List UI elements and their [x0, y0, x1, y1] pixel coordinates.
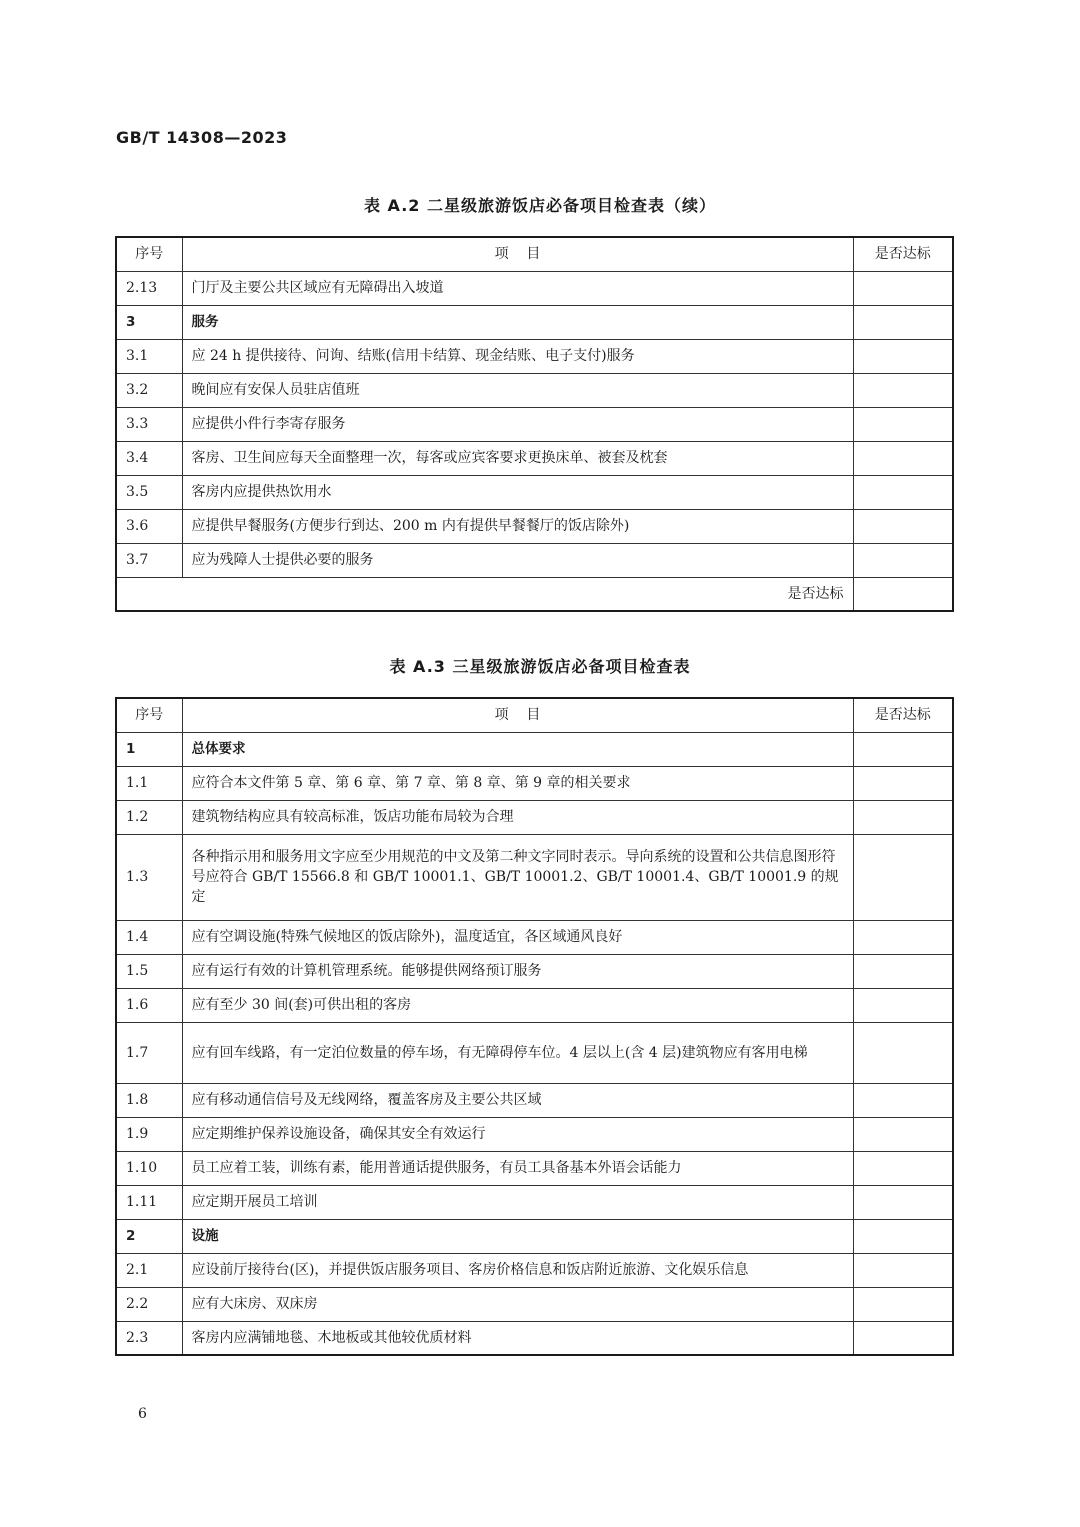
row-number: 2.3	[116, 1321, 182, 1355]
compliance-cell[interactable]	[853, 373, 953, 407]
item-text: 应符合本文件第 5 章、第 6 章、第 7 章、第 8 章、第 9 章的相关要求	[182, 766, 853, 800]
compliance-cell[interactable]	[853, 766, 953, 800]
compliance-cell[interactable]	[853, 1083, 953, 1117]
row-number: 1.11	[116, 1185, 182, 1219]
compliance-cell[interactable]	[853, 1219, 953, 1253]
summary-compliance-cell[interactable]	[853, 577, 953, 611]
row-number: 1.4	[116, 920, 182, 954]
compliance-cell[interactable]	[853, 1117, 953, 1151]
row-number: 2.13	[116, 271, 182, 305]
compliance-cell[interactable]	[853, 834, 953, 920]
item-text: 应有至少 30 间(套)可供出租的客房	[182, 988, 853, 1022]
column-header-no: 序号	[116, 698, 182, 732]
item-text: 客房、卫生间应每天全面整理一次，每客或应宾客要求更换床单、被套及枕套	[182, 441, 853, 475]
row-number: 3.4	[116, 441, 182, 475]
compliance-cell[interactable]	[853, 509, 953, 543]
row-number: 1.2	[116, 800, 182, 834]
table-row	[116, 1253, 953, 1287]
table-a2	[115, 236, 954, 612]
column-header-check: 是否达标	[853, 698, 953, 732]
summary-row	[116, 577, 953, 611]
table-row	[116, 441, 953, 475]
page-number: 6	[138, 1406, 147, 1422]
table-row	[116, 920, 953, 954]
row-number: 1.6	[116, 988, 182, 1022]
table-row	[116, 1151, 953, 1185]
compliance-cell[interactable]	[853, 305, 953, 339]
section-row	[116, 1219, 953, 1253]
row-number: 3.6	[116, 509, 182, 543]
table-row	[116, 407, 953, 441]
row-number: 3.1	[116, 339, 182, 373]
row-number: 3.2	[116, 373, 182, 407]
table-row	[116, 1321, 953, 1355]
row-number: 1.10	[116, 1151, 182, 1185]
row-number: 3.3	[116, 407, 182, 441]
compliance-cell[interactable]	[853, 1321, 953, 1355]
item-text: 应提供小件行李寄存服务	[182, 407, 853, 441]
item-text: 应 24 h 提供接待、问询、结账(信用卡结算、现金结账、电子支付)服务	[182, 339, 853, 373]
compliance-cell[interactable]	[853, 441, 953, 475]
item-text: 客房内应提供热饮用水	[182, 475, 853, 509]
table-a2-title: 表 A.2 二星级旅游饭店必备项目检查表（续）	[363, 196, 717, 215]
item-text: 应有大床房、双床房	[182, 1287, 853, 1321]
table-row	[116, 800, 953, 834]
row-number: 2	[116, 1219, 182, 1253]
table-row	[116, 1287, 953, 1321]
item-text: 应有运行有效的计算机管理系统。能够提供网络预订服务	[182, 954, 853, 988]
compliance-cell[interactable]	[853, 1185, 953, 1219]
item-text: 应为残障人士提供必要的服务	[182, 543, 853, 577]
compliance-cell[interactable]	[853, 339, 953, 373]
item-text: 应有移动通信信号及无线网络，覆盖客房及主要公共区域	[182, 1083, 853, 1117]
table-row	[116, 373, 953, 407]
item-text: 建筑物结构应具有较高标准，饭店功能布局较为合理	[182, 800, 853, 834]
section-title: 总体要求	[182, 732, 853, 766]
column-header-item: 项 目	[182, 698, 853, 732]
table-row	[116, 766, 953, 800]
compliance-cell[interactable]	[853, 988, 953, 1022]
row-number: 1.8	[116, 1083, 182, 1117]
item-text: 应有空调设施(特殊气候地区的饭店除外)，温度适宜，各区域通风良好	[182, 920, 853, 954]
table-row	[116, 475, 953, 509]
item-text: 门厅及主要公共区域应有无障碍出入坡道	[182, 271, 853, 305]
section-title: 设施	[182, 1219, 853, 1253]
item-text: 应提供早餐服务(方便步行到达、200 m 内有提供早餐餐厅的饭店除外)	[182, 509, 853, 543]
compliance-cell[interactable]	[853, 1253, 953, 1287]
table-a3	[115, 697, 954, 1356]
standard-number: GB/T 14308—2023	[116, 128, 288, 147]
item-text: 员工应着工装，训练有素，能用普通话提供服务，有员工具备基本外语会话能力	[182, 1151, 853, 1185]
row-number: 3.5	[116, 475, 182, 509]
compliance-cell[interactable]	[853, 271, 953, 305]
column-header-check: 是否达标	[853, 237, 953, 271]
table-row	[116, 834, 953, 920]
compliance-cell[interactable]	[853, 1022, 953, 1083]
item-text: 应有回车线路，有一定泊位数量的停车场，有无障碍停车位。4 层以上(含 4 层)建筑物应有客用电梯	[182, 1022, 853, 1083]
table-row	[116, 988, 953, 1022]
row-number: 1.9	[116, 1117, 182, 1151]
section-row	[116, 305, 953, 339]
summary-label: 是否达标	[116, 577, 853, 611]
compliance-cell[interactable]	[853, 475, 953, 509]
section-title: 服务	[182, 305, 853, 339]
row-number: 1	[116, 732, 182, 766]
row-number: 1.5	[116, 954, 182, 988]
row-number: 1.3	[116, 834, 182, 920]
table-row	[116, 1185, 953, 1219]
row-number: 1.7	[116, 1022, 182, 1083]
item-text: 各种指示用和服务用文字应至少用规范的中文及第二种文字同时表示。导向系统的设置和公共信息图形符号应符合 GB/T 15566.8 和 GB/T 10001.1、GB/T 10001.2、GB/T 10001.4、GB/T 10001.9 的规定	[182, 834, 853, 920]
item-text: 应定期维护保养设施设备，确保其安全有效运行	[182, 1117, 853, 1151]
section-row	[116, 732, 953, 766]
table-header-row	[116, 698, 953, 732]
item-text: 晚间应有安保人员驻店值班	[182, 373, 853, 407]
row-number: 2.1	[116, 1253, 182, 1287]
table-row	[116, 1022, 953, 1083]
compliance-cell[interactable]	[853, 954, 953, 988]
row-number: 3.7	[116, 543, 182, 577]
compliance-cell[interactable]	[853, 1287, 953, 1321]
row-number: 3	[116, 305, 182, 339]
row-number: 1.1	[116, 766, 182, 800]
item-text: 应定期开展员工培训	[182, 1185, 853, 1219]
table-row	[116, 339, 953, 373]
column-header-item: 项 目	[182, 237, 853, 271]
compliance-cell[interactable]	[853, 732, 953, 766]
table-row	[116, 509, 953, 543]
compliance-cell[interactable]	[853, 543, 953, 577]
compliance-cell[interactable]	[853, 1151, 953, 1185]
compliance-cell[interactable]	[853, 800, 953, 834]
table-row	[116, 1117, 953, 1151]
item-text: 应设前厅接待台(区)，并提供饭店服务项目、客房价格信息和饭店附近旅游、文化娱乐信息	[182, 1253, 853, 1287]
item-text: 客房内应满铺地毯、木地板或其他较优质材料	[182, 1321, 853, 1355]
table-row	[116, 1083, 953, 1117]
row-number: 2.2	[116, 1287, 182, 1321]
table-row	[116, 271, 953, 305]
table-a3-title: 表 A.3 三星级旅游饭店必备项目检查表	[389, 657, 691, 676]
column-header-no: 序号	[116, 237, 182, 271]
table-row	[116, 543, 953, 577]
table-header-row	[116, 237, 953, 271]
compliance-cell[interactable]	[853, 407, 953, 441]
table-row	[116, 954, 953, 988]
compliance-cell[interactable]	[853, 920, 953, 954]
